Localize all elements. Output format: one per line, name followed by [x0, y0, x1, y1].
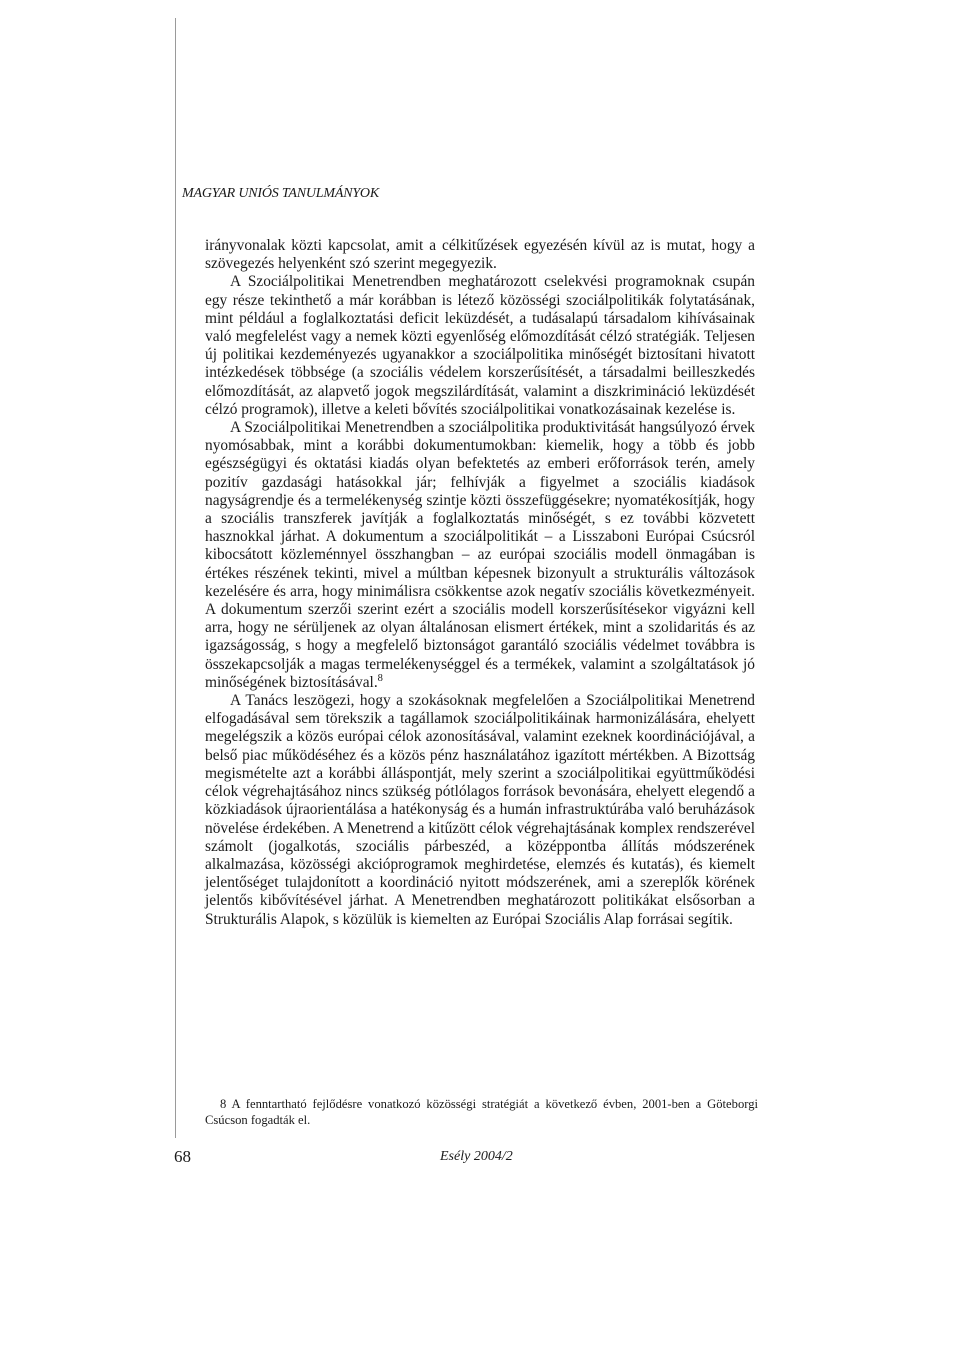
footnote [205, 1096, 758, 1128]
footnote-text: 8 A fenntartható fejlődésre vonatkozó közösségi stratégiát a következő évben, 2001-ben a Göteborgi Csúcson fogadták el. [205, 1097, 758, 1127]
footnote-reference[interactable]: 8 [377, 672, 383, 684]
paragraph-1: irányvonalak közti kapcsolat, amit a célkitűzések egyezésén kívül az is mutat, hogy a szövegezés helyenként szó szerint megegyezik. [205, 237, 755, 273]
margin-rule [175, 18, 176, 1138]
paragraph-3 [205, 419, 755, 692]
journal-footer: Esély 2004/2 [440, 1149, 513, 1164]
body-text [205, 237, 755, 929]
paragraph-4: A Tanács leszögezi, hogy a szokásoknak megfelelően a Szociálpolitikai Menetrend elfogadásával sem törekszik a tagállamok szociálpolitikáinak harmonizálására, ehelyett megelégszik a közös európai célok azonosításával, valamint ezeknek koordinációjával, a belső piac működéséhez és a közös pénz használatához igazított mértékben. A Bizottság megismételte azt a korábbi álláspontját, mely szerint a szociálpolitikai együttműködési célok végrehajtásához nincs szükség pótlólagos források bevonására, ehelyett elegendő a közkiadások újraorientálása a hatékonyság és a humán infrastruktúrába való beruházások növelése érdekében. A Menetrend a kitűzött célok végrehajtásának komplex rendszerével számolt (jogalkotás, szociális párbeszéd, a középpontba állítás módszerének alkalmazása, közösségi akcióprogramok meghirdetése, elemzés és kutatás), és kiemelt jelentőséget tulajdonított a koordináció nyitott módszerének, ami a szereplők körének jelentős kibővítésével járhat. A Menetrendben meghatározott politikákat elsősorban a Strukturális Alapok, s közülük is kiemelten az Európai Szociális Alap forrásai segítik. [205, 692, 755, 928]
paragraph-2: A Szociálpolitikai Menetrendben meghatározott cselekvési programoknak csupán egy része tekinthető a már korábban is létező közösségi szociálpolitikák folytatásának, mint például a foglalkoztatási deficit leküzdését, a tudásalapú társadalom kihívásainak való megfelelést vagy a nemek közti egyenlőség előmozdítását célzó stratégiák. Teljesen új politikai kezdeményezés ugyanakkor a szociálpolitika minőségét biztosítani hivatott intézkedések többsége (a szociális védelem korszerűsítését, a társadalmi beilleszkedés előmozdítását, az alapvető jogok megszilárdítását, valamint a diszkrimináció leküzdését célzó programok), illetve a keleti bővítés szociálpolitikai vonatkozásainak kezelése is. [205, 273, 755, 418]
running-header: MAGYAR UNIÓS TANULMÁNYOK [182, 186, 379, 201]
paragraph-3-text: A Szociálpolitikai Menetrendben a szociálpolitika produktivitását hangsúlyozó érvek nyomósabbak, mint a korábbi dokumentumokban: kiemelik, hogy a több és jobb egészségügyi és oktatási kiadás olyan befektetés az emberi erőforrások terén, amely pozitív gazdasági hatásokkal jár; felhívják a figyelmet a szociális kiadások nagyságrendje és a termelékenység szintje közti összefüggésekre; nyomatékosítják, hogy a szociális transzferek javítják a foglalkoztatás minőségét, s ez további közvetett hasznokkal járhat. A dokumentum a szociálpolitikát – a Lisszaboni Európai Csúcsról kibocsátott közleménnyel összhangban – az európai szociális modell önmagában is értékes részének tekinti, mivel a múltban képesnek bizonyult a strukturális változások kezelésére és arra, hogy minimálisra csökkentse azok negatív szociális következményeit. A dokumentum szerzői szerint ezért a szociális modell korszerűsítésekor vigyázni kell arra, hogy ne sérüljenek az olyan általánosan elismert értékek, mint a szolidaritás és az igazságosság, s hogy a megfelelő biztonságot garantáló szociális védelmet továbbra is összekapcsolják a magas termelékenységgel és a termékek, valamint a szolgáltatások jó minőségének biztosításával. [205, 419, 755, 691]
page-number: 68 [174, 1147, 191, 1166]
